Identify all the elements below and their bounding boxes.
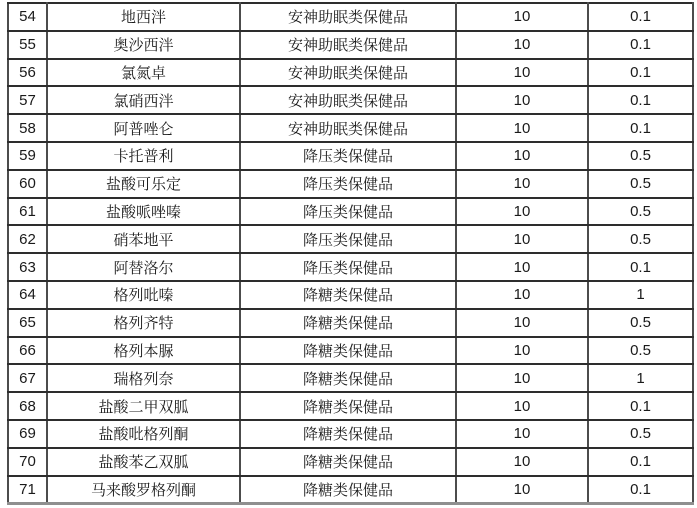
cell-row-number: 66 (8, 337, 47, 365)
table-row (8, 253, 693, 281)
cell-substance-name: 地西泮 (47, 3, 240, 31)
table-row (8, 364, 693, 392)
cell-value: 1 (588, 281, 693, 309)
cell-category: 安神助眠类保健品 (240, 86, 456, 114)
cell-row-number: 71 (8, 476, 47, 504)
table-row (8, 392, 693, 420)
cell-category: 降糖类保健品 (240, 337, 456, 365)
cell-category: 安神助眠类保健品 (240, 114, 456, 142)
cell-category: 安神助眠类保健品 (240, 31, 456, 59)
cell-category: 降压类保健品 (240, 198, 456, 226)
cell-substance-name: 氯氮卓 (47, 59, 240, 87)
cell-value: 0.5 (588, 198, 693, 226)
cell-qty: 10 (456, 420, 588, 448)
cell-qty: 10 (456, 337, 588, 365)
table-row (8, 3, 693, 31)
cell-row-number: 55 (8, 31, 47, 59)
cell-qty: 10 (456, 392, 588, 420)
table-row (8, 170, 693, 198)
cell-substance-name: 硝苯地平 (47, 225, 240, 253)
cell-qty: 10 (456, 253, 588, 281)
cell-row-number: 67 (8, 364, 47, 392)
cell-qty: 10 (456, 3, 588, 31)
cell-substance-name: 格列本脲 (47, 337, 240, 365)
cell-substance-name: 盐酸哌唑嗪 (47, 198, 240, 226)
cell-substance-name: 盐酸二甲双胍 (47, 392, 240, 420)
cell-value: 0.1 (588, 392, 693, 420)
cell-substance-name: 卡托普利 (47, 142, 240, 170)
table-row (8, 476, 693, 504)
cell-category: 安神助眠类保健品 (240, 3, 456, 31)
cell-category: 降糖类保健品 (240, 309, 456, 337)
table-row (8, 142, 693, 170)
cell-substance-name: 氯硝西泮 (47, 86, 240, 114)
table-row (8, 337, 693, 365)
cell-qty: 10 (456, 198, 588, 226)
table-row (8, 281, 693, 309)
cell-value: 0.5 (588, 225, 693, 253)
cell-qty: 10 (456, 476, 588, 504)
table-row (8, 198, 693, 226)
cell-qty: 10 (456, 281, 588, 309)
cell-qty: 10 (456, 59, 588, 87)
table-row (8, 225, 693, 253)
cell-row-number: 54 (8, 3, 47, 31)
table-row (8, 31, 693, 59)
cell-row-number: 61 (8, 198, 47, 226)
cell-value: 0.1 (588, 3, 693, 31)
cell-value: 0.5 (588, 337, 693, 365)
cell-substance-name: 盐酸苯乙双胍 (47, 448, 240, 476)
cell-qty: 10 (456, 114, 588, 142)
cell-qty: 10 (456, 86, 588, 114)
cell-qty: 10 (456, 170, 588, 198)
cell-substance-name: 阿普唑仑 (47, 114, 240, 142)
cell-row-number: 57 (8, 86, 47, 114)
table-row (8, 114, 693, 142)
cell-substance-name: 瑞格列奈 (47, 364, 240, 392)
table-row (8, 448, 693, 476)
table-row (8, 309, 693, 337)
cell-row-number: 56 (8, 59, 47, 87)
cell-category: 降糖类保健品 (240, 448, 456, 476)
cell-value: 0.1 (588, 59, 693, 87)
cell-row-number: 64 (8, 281, 47, 309)
cell-row-number: 58 (8, 114, 47, 142)
cell-value: 0.5 (588, 142, 693, 170)
cell-row-number: 60 (8, 170, 47, 198)
cell-qty: 10 (456, 309, 588, 337)
cell-substance-name: 盐酸可乐定 (47, 170, 240, 198)
table-row (8, 86, 693, 114)
cell-category: 降糖类保健品 (240, 281, 456, 309)
table-row (8, 59, 693, 87)
cell-category: 降糖类保健品 (240, 420, 456, 448)
cell-value: 0.1 (588, 114, 693, 142)
cell-row-number: 69 (8, 420, 47, 448)
cell-value: 1 (588, 364, 693, 392)
cell-qty: 10 (456, 31, 588, 59)
cell-category: 降压类保健品 (240, 170, 456, 198)
cell-row-number: 59 (8, 142, 47, 170)
cell-value: 0.1 (588, 476, 693, 504)
cell-value: 0.5 (588, 420, 693, 448)
cell-substance-name: 格列吡嗪 (47, 281, 240, 309)
cell-qty: 10 (456, 142, 588, 170)
table-row (8, 420, 693, 448)
cell-substance-name: 奥沙西泮 (47, 31, 240, 59)
cell-qty: 10 (456, 448, 588, 476)
cell-value: 0.1 (588, 448, 693, 476)
substance-table (7, 2, 694, 505)
cell-row-number: 65 (8, 309, 47, 337)
cell-row-number: 62 (8, 225, 47, 253)
substance-table-container (7, 2, 694, 505)
cell-value: 0.1 (588, 31, 693, 59)
cell-value: 0.5 (588, 309, 693, 337)
cell-qty: 10 (456, 364, 588, 392)
cell-substance-name: 格列齐特 (47, 309, 240, 337)
cell-substance-name: 阿替洛尔 (47, 253, 240, 281)
cell-value: 0.1 (588, 253, 693, 281)
cell-category: 降糖类保健品 (240, 476, 456, 504)
cell-category: 降压类保健品 (240, 253, 456, 281)
cell-row-number: 68 (8, 392, 47, 420)
table-body (8, 3, 693, 504)
cell-substance-name: 盐酸吡格列酮 (47, 420, 240, 448)
cell-row-number: 70 (8, 448, 47, 476)
cell-category: 降压类保健品 (240, 142, 456, 170)
cell-qty: 10 (456, 225, 588, 253)
cell-category: 降糖类保健品 (240, 364, 456, 392)
cell-category: 安神助眠类保健品 (240, 59, 456, 87)
cell-value: 0.1 (588, 86, 693, 114)
cell-category: 降压类保健品 (240, 225, 456, 253)
cell-category: 降糖类保健品 (240, 392, 456, 420)
cell-value: 0.5 (588, 170, 693, 198)
cell-row-number: 63 (8, 253, 47, 281)
cell-substance-name: 马来酸罗格列酮 (47, 476, 240, 504)
